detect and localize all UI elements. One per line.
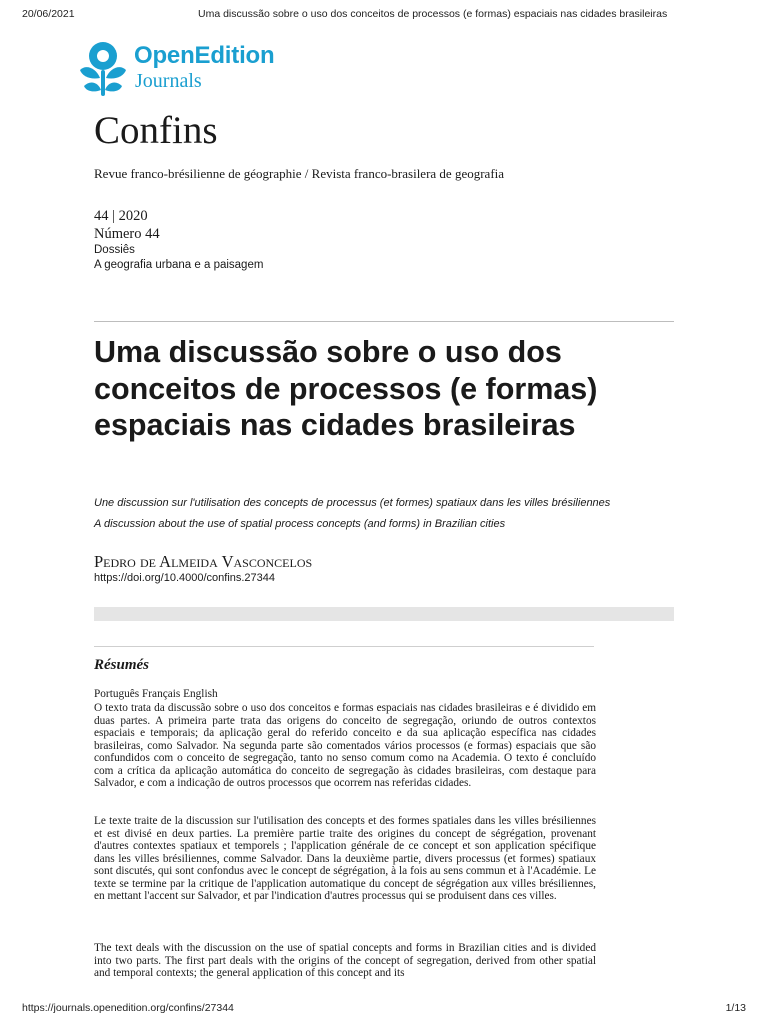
subsection-link[interactable]: A geografia urbana e a paisagem [94, 259, 264, 271]
section-link[interactable]: Dossiês [94, 244, 135, 256]
page-counter: 1/13 [725, 1002, 746, 1014]
journal-subtitle: Revue franco-brésilienne de géographie / Revista franco-brasilera de geografia [94, 166, 505, 181]
article-title: Uma discussão sobre o uso dos conceitos de processos (e formas) espaciais nas cidades brasileiras [94, 335, 598, 442]
openedition-logo[interactable] [76, 40, 316, 100]
resumes-heading: Résumés [94, 657, 150, 673]
issue-number-link[interactable]: Número 44 [94, 226, 160, 242]
print-page-title: Uma discussão sobre o uso dos conceitos de processos (e formas) espaciais nas cidades brasileiras [198, 8, 668, 20]
abstract-en: The text deals with the discussion on the use of spatial concepts and forms in Brazilian cities and is divided into two parts. The first part deals with the origins of the concept of segregation, derived from other spatial and temporal contexts; the general application of this concept and its [94, 942, 596, 980]
print-url: https://journals.openedition.org/confins/27344 [22, 1002, 234, 1014]
print-date: 20/06/2021 [22, 8, 75, 20]
toolbar-placeholder-bar [94, 607, 674, 621]
abstract-pt: O texto trata da discussão sobre o uso dos conceitos e formas espaciais nas cidades brasileiras e é dividido em duas partes. A primeira parte trata das origens do conceito de segregação, oriundo de outros contextos espaciais e temporais; da aplicação geral do referido conceito e da sua aplicação específica nas cidades brasileiras, como Salvador. Na segunda parte são comentados vários processos (e formas) espaciais que são confundidos com o conceito de segregação, tanto no senso comum como na Academia. O texto é concluído com a crítica da aplicação automática do conceito de segregação às cidades brasileiras, com destaque para Salvador, e com a indicação de outros processos que ocorrem nas referidas cidades. [94, 702, 596, 790]
author-link[interactable]: Pedro de Almeida Vasconcelos [94, 552, 313, 571]
openedition-flower-icon [76, 40, 128, 98]
logo-line1: OpenEdition [134, 42, 275, 69]
language-tabs[interactable]: Português Français English [94, 688, 218, 700]
divider [94, 321, 674, 322]
article-title-fr: Une discussion sur l'utilisation des concepts de processus (et formes) spatiaux dans les villes brésiliennes [94, 497, 611, 509]
abstract-fr: Le texte traite de la discussion sur l'utilisation des concepts et des formes spatiales dans les villes brésiliennes et est divisé en deux parties. La première partie traite des origines du concept de ségrégation, provenant d'autres contextes spatiaux et temporels ; l'application générale de ce concept et son application spécifique dans les villes brésiliennes, comme Salvador. Dans la deuxième partie, divers processus (et formes) spatiaux sont discutés, qui sont confondus avec le concept de ségrégation, à la fois au sens commun et à l'Académie. Le texte se termine par la critique de l'application automatique du concept de ségrégation aux villes brésiliennes, en mettant l'accent sur Salvador, et par l'indication d'autres processus qui se produisent dans ces villes. [94, 815, 596, 903]
doi-link[interactable]: https://doi.org/10.4000/confins.27344 [94, 572, 276, 584]
divider [94, 646, 594, 647]
logo-line2: Journals [135, 70, 202, 92]
issue-year-link[interactable]: 44 | 2020 [94, 208, 148, 224]
article-title-en: A discussion about the use of spatial process concepts (and forms) in Brazilian cities [94, 518, 506, 530]
journal-title[interactable]: Confins [94, 109, 218, 152]
